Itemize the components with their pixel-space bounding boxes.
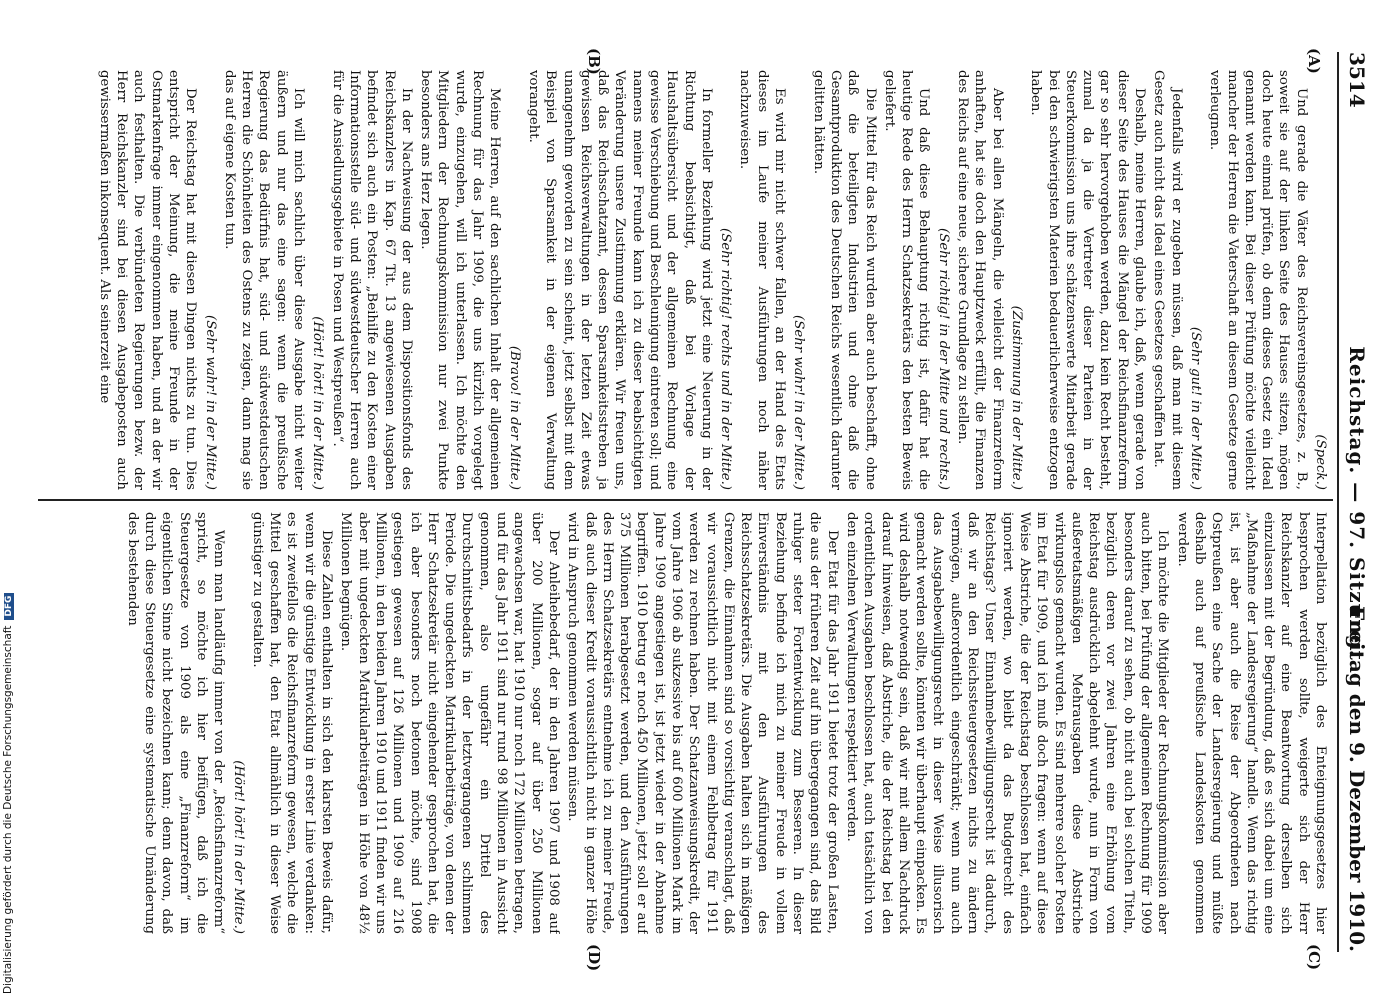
dfg-logo: DFG (4, 593, 14, 620)
paragraph: Und gerade die Väter des Reichsvereinsgesetzes, z. B., soweit sie auf der linken Seite des Hauses sitzen, mögen doch heute einmal prüfen, ob denn dieses Gesetz ein Ideal genannt werden kann. Bei dieser Prüfung möchte vielleicht mancher der Herren die Vaterschaft an diesem Gesetze gerne verleugnen. (1207, 70, 1309, 490)
paragraph: Und daß diese Behauptung richtig ist, dafür hat die heutige Rede des Herrn Schatzsekretärs den besten Beweis geliefert. (881, 70, 932, 490)
interjection: (Zustimmung in der Mitte.) (1008, 305, 1024, 490)
digitization-credit (0, 0, 16, 994)
margin-marker-b: (B) (585, 48, 603, 75)
paragraph: Aber bei allen Mängeln, die vielleicht der Finanzreform anhaften, hat sie doch den Hauptzweck erfüllt, die Finanzen des Reichs auf eine neue, sichere Grundlage zu stellen. (955, 70, 1005, 490)
running-title: Reichstag. — 97. Sitzung. (1345, 346, 1369, 658)
interjection: (Sehr richtig! in der Mitte und rechts.) (935, 228, 951, 490)
session-date: Freitag den 9. Dezember 1910. (1345, 605, 1369, 952)
interjection: (Hört! hört! in der Mitte.) (310, 316, 326, 490)
column-divider (38, 499, 1333, 501)
margin-marker-a: (A) (1305, 48, 1323, 74)
paragraph: Ich will mich sachlich über diese Ausgabe nicht weiter äußern und nur das eine sagen: wenn die preußische Regierung das Bedürfnis hat, süd- und südwestdeutschen Herren die Schönheiten des Ostens zu zeigen, dann mag sie das auf eigene Kosten tun. (221, 70, 307, 490)
page-header (1337, 52, 1373, 952)
paragraph: Diese Zahlen enthalten in sich den klarsten Beweis dafür, wenn wir die günstige Entwicklung in erster Linie verdanken: es ist zweifellos die Reichsfinanzreform gewesen, welche die Mittel geschaffen hat, den Etat allmählich in dieser Weise günstiger zu gestalten. (249, 512, 335, 934)
interjection: (Bravo! in der Mitte.) (506, 345, 522, 490)
left-text-column (40, 70, 1329, 490)
interjection: (Sehr richtig! rechts und in der Mitte.) (718, 228, 734, 490)
interjection: (Sehr wahr! in der Mitte.) (202, 315, 218, 490)
paragraph: Interpellation bezüglich des Enteignungsgesetzes hier besprochen werden sollte, weigerte sich der Herr Reichskanzler auf eine Beantwortung derselben sich einzulassen mit der Begründung, daß es sich dabei um eine „Maßnahme der Landesregierung“ handle. Wenn das richtig ist, ist aber auch die Reise der Abgeordneten nach Ostpreußen eine Sache der Landesregierung und müßte deshalb auch auf preußische Landeskosten genommen werden. (1174, 512, 1328, 934)
right-text-column (40, 512, 1329, 934)
paragraph: Der Anleihebedarf, der in den Jahren 1907 und 1908 auf über 200 Millionen, sogar auf über 250 Millionen angewachsen war, hat 1910 nur noch 172 Millionen betragen, und für das Jahr 1911 sind nur rund 98 Millionen in Aussicht genommen, also ungefähr ein Drittel des Durchschnittsbedarfs in der letztvergangenen schlimmen Periode. Die ungedeckten Matrikularbeiträge, von denen der Herr Schatzsekretär nicht eingehender gesprochen hat, die ich aber besonders noch betonen möchte, sind 1908 gestiegen gewesen auf 126 Millionen und 1909 auf 216 Millionen, in den beiden Jahren 1910 und 1911 finden wir uns aber mit ungedeckten Matrikularbeiträgen in Höhe von 48½ Millionen begnügen. (338, 512, 561, 934)
paragraph: Meine Herren, auf den sachlichen Inhalt der allgemeinen Rechnung für das Jahr 1909, die uns kürzlich vorgelegt wurde, einzugehen, will ich unterlassen. Ich möchte den Mitgliedern der Rechnungskommission nur zwei Punkte besonders ans Herz legen. (418, 70, 503, 490)
interjection: (Sehr wahr! in der Mitte.) (791, 315, 807, 490)
interjection: (Speck.) (1313, 434, 1328, 490)
page-number: 3514 (1345, 52, 1369, 108)
paragraph: In der Nachweisung der aus dem Dispositionsfonds des Reichskanzlers in Kap. 67 Tit. 13 angewiesenen Ausgaben befindet sich auch ein Posten: „Beihilfe zu den Kosten einer Informationsstelle süd- und südwestdeutscher Herren auch für die Ansiedlungsgebiete in Posen und Westpreußen“. (329, 70, 414, 490)
paragraph: Die Mittel für das Reich wurden aber auch beschafft, ohne daß die beteiligten Industrien und ohne daß die Gesamtproduktion des Deutschen Reichs wesentlich darunter gelitten hätten. (810, 70, 878, 490)
paragraph: Ich möchte die Mitglieder der Rechnungskommission aber auch bitten, bei Prüfung der allgemeinen Rechnung für 1909 besonders darauf zu sehen, ob nicht auch bei solchen Titeln, bezüglich deren vor zwei Jahren eine Erhöhung vom Reichstag ausdrücklich abgelehnt wurde, nun in Form von außeretatsmäßigen Mehrausgaben diese Abstriche wirkungslos gemacht wurden. Es sind mehrere solcher Posten im Etat für 1909, und ich muß doch fragen: wenn auf diese Weise Abstriche, die der Reichstag beschlossen hat, einfach ignoriert werden, wo bleibt da das Budgetrecht des Reichstags? Unser Einnahmebewilligungsrecht ist dadurch, daß wir an den Reichssteuergesetzen nichts zu ändern vermögen, außerordentlich eingeschränkt; wenn nun auch das Ausgabebewilligungsrecht in dieser Weise illusorisch gemacht werden sollte, könnten wir überhaupt einpacken. Es wird deshalb notwendig sein, daß wir mit allem Nachdruck darauf hinweisen, daß Abstriche, die der Reichstag bei den ordentlichen Ausgaben beschlossen hat, auch tatsächlich von den einzelnen Verwaltungen respektiert werden. (843, 512, 1171, 934)
interjection: (Sehr gut! in der Mitte.) (1187, 326, 1203, 490)
paragraph: Der Etat für das Jahr 1911 bietet trotz der großen Lasten, die aus der früheren Zeit auf ihn übergegangen sind, das Bild ruhiger steter Fortentwicklung zum Besseren. In dieser Beziehung befinde ich mich zu meiner Freude in vollem Einverständnis mit den Ausführungen des Reichsschatzsekretärs. Die Ausgaben halten sich in mäßigen Grenzen, die Einnahmen sind so vorsichtig veranschlagt, daß wir voraussichtlich nicht mit einem Fehlbetrag für 1911 werden zu rechnen haben. Der Schatzanweisungskredit, der vom Jahre 1906 ab sukzessive bis auf 600 Millionen Mark im Jahre 1909 angestiegen ist, ist jetzt wieder in der Abnahme begriffen. 1910 betrug er noch 450 Millionen, jetzt soll er auf 375 Millionen herabgesetzt werden, und den Ausführungen des Herrn Schatzsekretärs entnehme ich zu meiner Freude, daß auch dieser Kredit voraussichtlich nicht in ganzer Höhe wird in Anspruch genommen werden müssen. (565, 512, 840, 934)
paragraph: Deshalb, meine Herren, glaube ich, daß, wenn gerade von dieser Seite des Hauses die Mängel der Reichsfinanzreform gar so sehr hervorgehoben werden, dazu kein Recht besteht, zumal da ja die Vertreter dieser Parteien in der Steuerkommission uns ihre schätzenswerte Mitarbeit gerade bei den schwierigsten Materien bedauerlicherweise entzogen haben. (1028, 70, 1148, 490)
margin-marker-c: (C) (1305, 944, 1323, 971)
paragraph: Der Reichstag hat mit diesen Dingen nichts zu tun. Dies entspricht der Meinung, die meine Freunde in der Ostmarkenfrage immer eingenommen haben, und an der wir auch festhalten. Die verbündeten Regierungen bezw. der Herr Reichskanzler sind bei diesen Ausgabeposten auch gewissermaßen inkonsequent. Als seinerzeit eine (96, 70, 199, 490)
paragraph: Jedenfalls wird er zugeben müssen, daß man mit diesem Gesetz auch nicht das Ideal eines Gesetzes geschaffen hat. (1151, 70, 1184, 490)
interjection: (Hört! hört! in der Mitte.) (230, 760, 246, 934)
paragraph: Es wird mir nicht schwer fallen, an der Hand des Etats dieses im Laufe meiner Ausführungen noch näher nachzuweisen. (737, 70, 788, 490)
margin-marker-d: (D) (585, 944, 603, 972)
paragraph: Wenn man landläufig immer von der „Reichsfinanzreform“ spricht, so möchte ich hier beifügen, daß ich die Steuergesetze von 1909 als eine „Finanzreform“ im eigentlichen Sinne nicht bezeichnen kann; denn davon, daß durch diese Steuergesetze eine systematische Umänderung des bestehenden (124, 512, 227, 934)
paragraph: In formeller Beziehung wird jetzt eine Neuerung in der Richtung beabsichtigt, daß bei Vorlage der Haushaltsübersicht und der allgemeinen Rechnung eine gewisse Verschiebung und Beschleunigung eintreten soll; und namens meiner Freunde kann ich zu dieser beabsichtigten Veränderung unsere Zustimmung erklären. Wir freuen uns, daß das Reichsschatzamt, dessen Sparsamkeitsstreben ja gewissen Reichsverwaltungen in der letzten Zeit etwas unangenehm geworden zu sein scheint, jetzt selbst mit dem Beispiel von Sparsamkeit in der eigenen Verwaltung vorangeht. (525, 70, 714, 490)
credit-text: Digitalisierung gefördert durch die Deutsche Forschungsgemeinschaft (2, 625, 14, 994)
